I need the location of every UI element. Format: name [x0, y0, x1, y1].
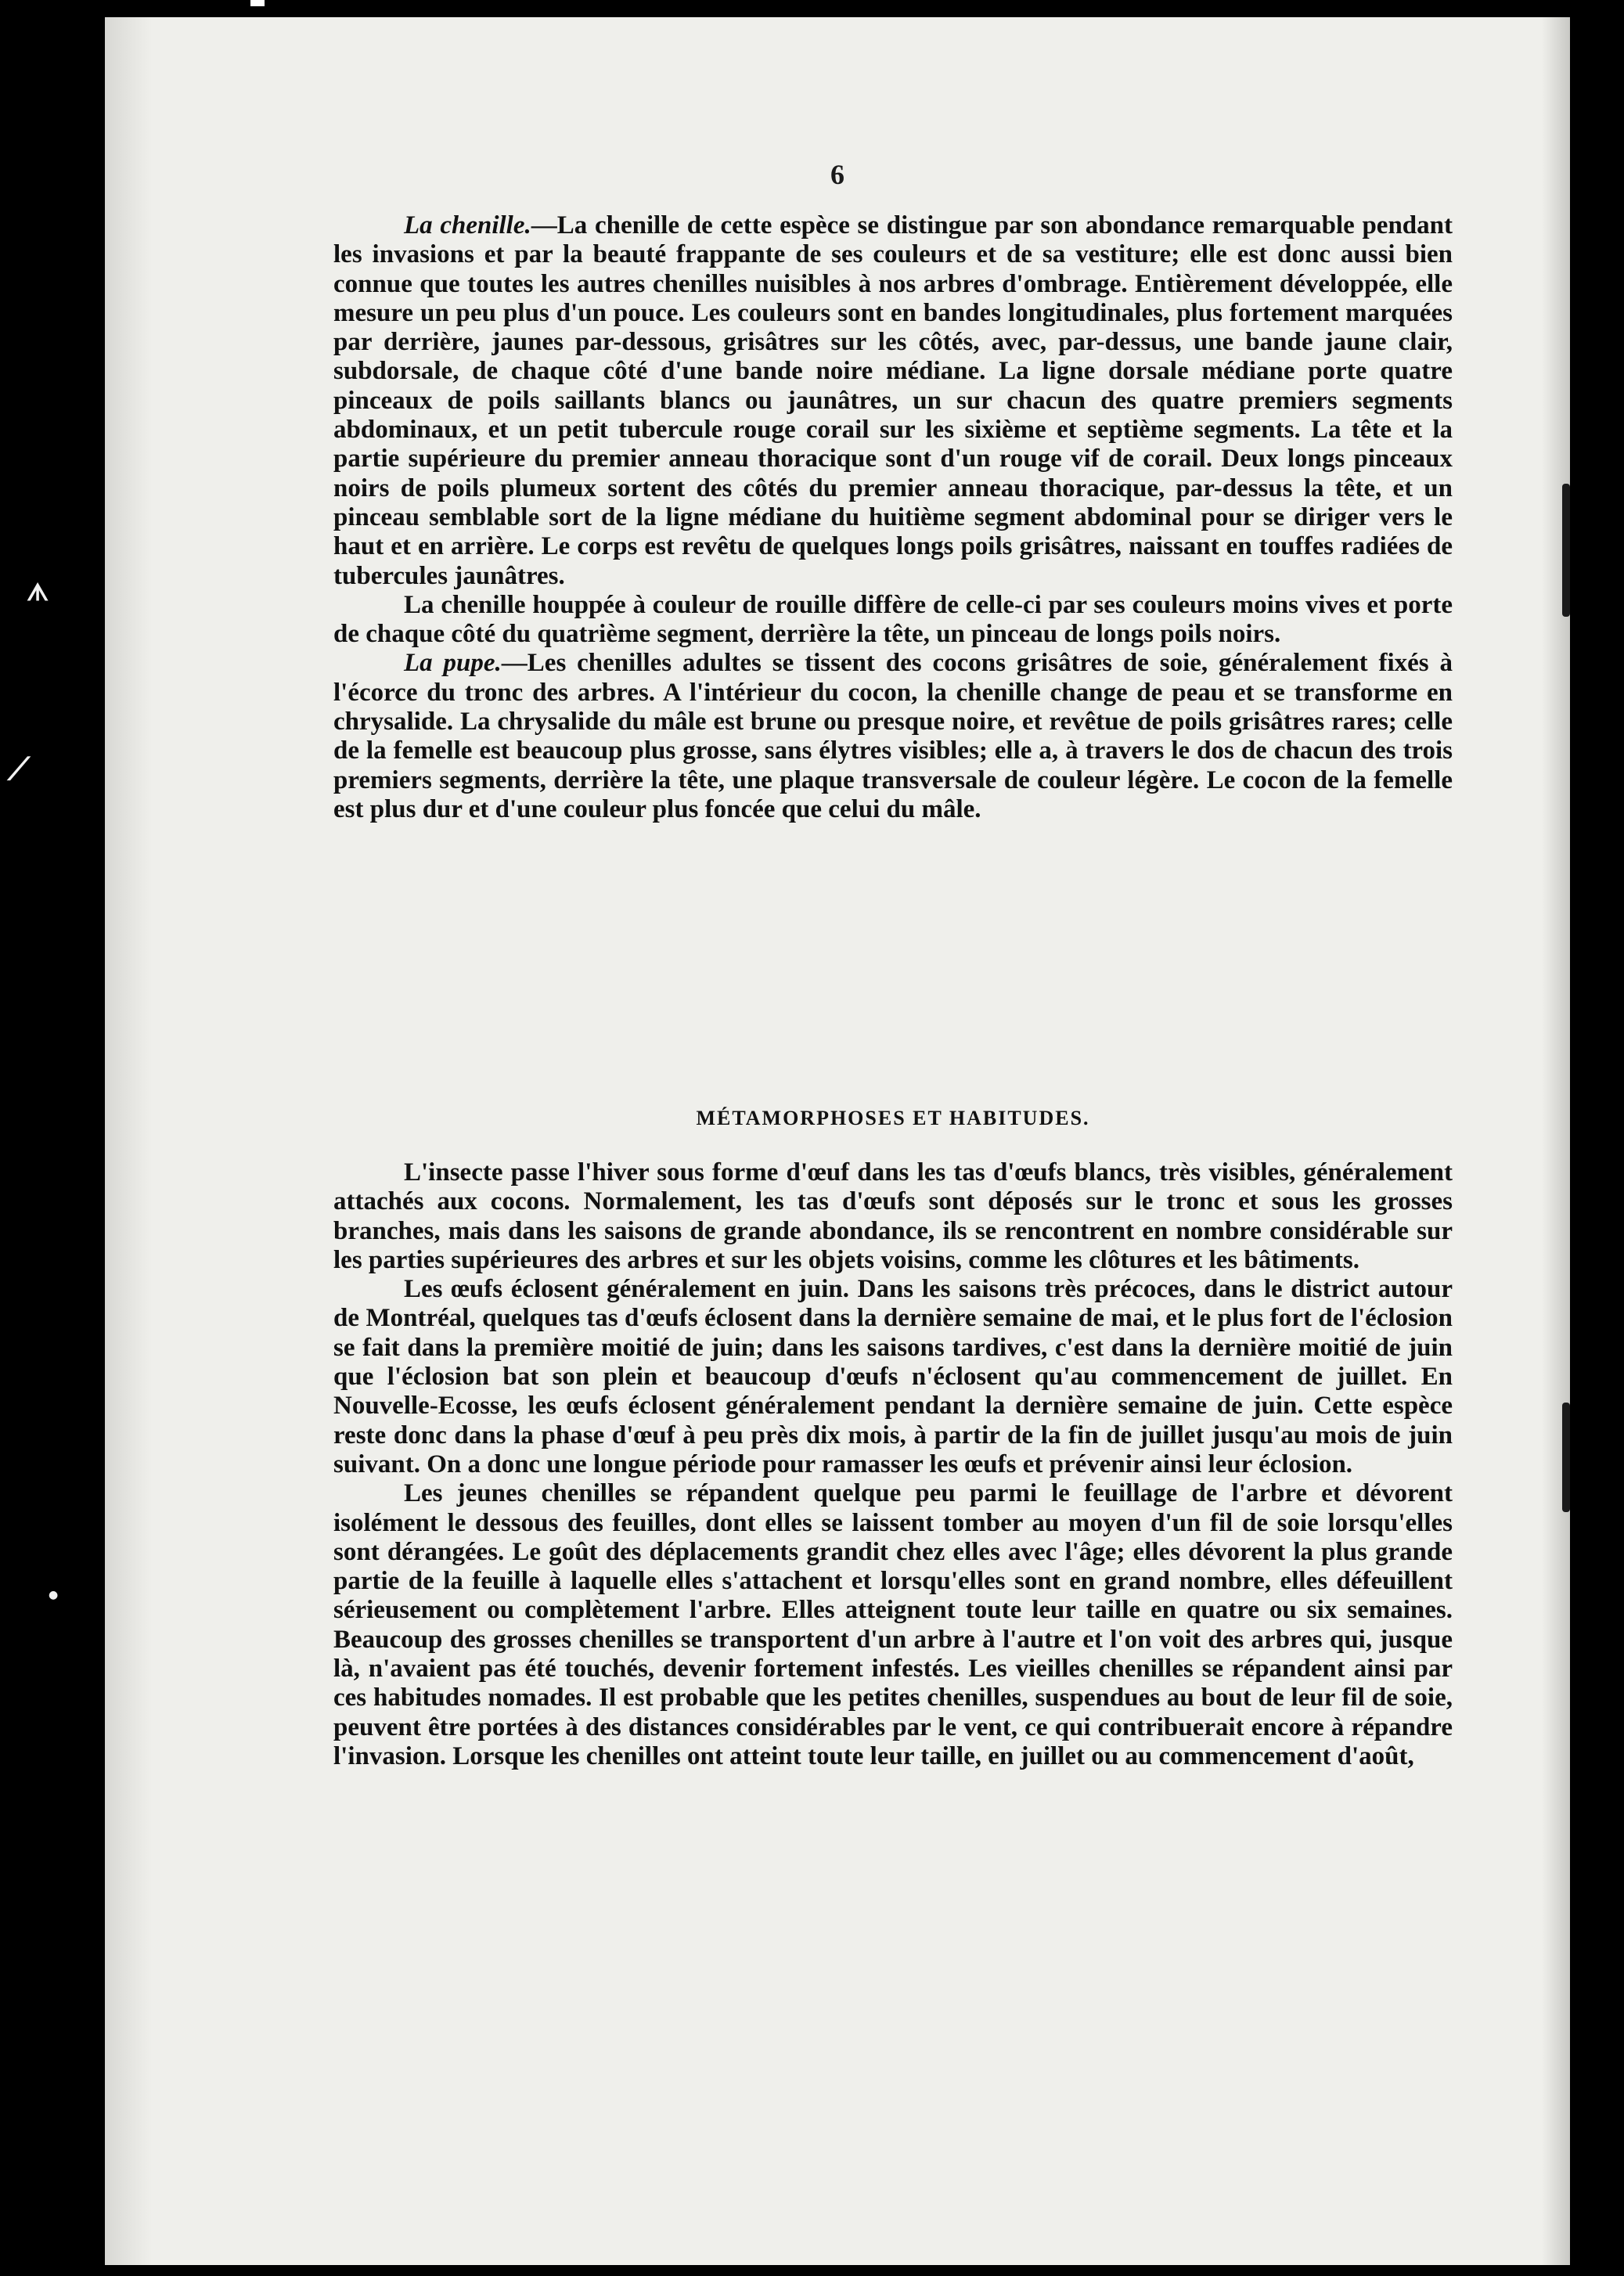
paragraph-eggs: L'insecte passe l'hiver sous forme d'œuf dans les tas d'œufs blancs, très visibles, généralement attachés aux cocons. Normalement, les tas d'œufs sont déposés sur le tronc et sous les grosses branches, mais dans les saisons de grande abondance, ils se rencontrent en nombre considérable sur les parties supérieures des arbres et sur les objets voisins, comme les clôtures et les bâtiments. — [333, 1158, 1453, 1274]
scan-margin-speck: ⟋ — [8, 751, 30, 787]
binding-edge-mark — [1562, 484, 1570, 617]
paragraph-label: La chenille. — [404, 211, 531, 239]
section-habits — [333, 1158, 1453, 1771]
scan-margin-speck: ᗑ — [27, 579, 49, 607]
page-number: 6 — [830, 159, 844, 190]
paragraph-larva — [333, 211, 1453, 591]
document-page — [105, 17, 1570, 2265]
page-edge-shadow — [1542, 17, 1570, 2265]
paragraph-label: La pupe. — [404, 649, 502, 678]
section-larva-pupa — [333, 211, 1453, 824]
paragraph-hatching: Les œufs éclosent généralement en juin. Dans les saisons très précoces, dans le district autour de Montréal, quelques tas d'œufs éclosent dans la dernière semaine de mai, et le plus fort de l'éclosion se fait dans la première moitié de juin; dans les saisons tardives, c'est dans la dernière moitié de juin que l'éclosion bat son plein et beaucoup d'œufs n'éclosent qu'au commencement de juillet. En Nouvelle-Ecosse, les œufs éclosent généralement pendant la dernière semaine de juin. Cette espèce reste donc dans la phase d'œuf à peu près dix mois, à partir de la fin de juillet jusqu'au mois de juin suivant. On a donc une longue période pour ramasser les œufs et prévenir ainsi leur éclosion. — [333, 1275, 1453, 1478]
paragraph-text: —La chenille de cette espèce se distingue par son abondance remarquable pendant les invasions et par la beauté frappante de ses couleurs et de sa vestiture; elle est donc aussi bien connue que toutes les autres chenilles nuisibles à nos arbres d'ombrage. Entièrement développée, elle mesure un peu plus d'un pouce. Les couleurs sont en bandes longitudinales, plus fortement marquées par derrière, jaunes par-dessous, grisâtres sur les côtés, avec, par-dessus, une bande jaune clair, subdorsale, de chaque côté d'une bande noire médiane. La ligne dorsale médiane porte quatre pinceaux de poils saillants blancs ou jaunâtres, un sur chacun des quatre premiers segments abdominaux, et un petit tubercule rouge corail sur les sixième et septième segments. La tête et la partie supérieure du premier anneau thoracique sont d'un rouge vif de corail. Deux longs pinceaux noirs de poils plumeux sortent des côtés du premier anneau thoracique, par-dessus la tête, et un pinceau semblable sort de la ligne médiane du huitième segment abdominal pour se diriger vers le haut et en arrière. Le corps est revêtu de quelques longs poils grisâtres, naissant en touffes radiées de tubercules jaunâtres. — [333, 211, 1453, 590]
paragraph-pupa — [333, 649, 1453, 824]
page-gutter-shadow — [105, 17, 152, 2265]
paragraph-rusty-larva — [333, 591, 1453, 650]
paragraph-text: —Les chenilles adultes se tissent des cocons grisâtres de soie, généralement fixés à l'écorce du tronc des arbres. A l'intérieur du cocon, la chenille change de peau et se transforme en chrysalide. La chrysalide du mâle est brune ou presque noire, et revêtue de poils grisâtres rares; celle de la femelle est beaucoup plus grosse, sans élytres visibles; elle a, à travers le dos de chacun des trois premiers segments, derrière la tête, une plaque transversale de couleur légère. Le cocon de la femelle est plus dur et d'une couleur plus foncée que celui du mâle. — [333, 649, 1453, 823]
binding-edge-mark — [1562, 1403, 1570, 1512]
scan-edge-mark — [250, 0, 265, 6]
paragraph-text: La chenille houppée à couleur de rouille diffère de celle-ci par ses couleurs moins vives et porte de chaque côté du quatrième segment, derrière la tête, un pinceau de longs poils noirs. — [333, 590, 1453, 649]
scan-margin-speck: ● — [49, 1589, 59, 1601]
section-heading: MÉTAMORPHOSES ET HABITUDES. — [696, 1107, 1090, 1129]
paragraph-young-larvae: Les jeunes chenilles se répandent quelque peu parmi le feuillage de l'arbre et dévorent isolément le dessous des feuilles, dont elles se laissent tomber au moyen d'un fil de soie lorsqu'elles sont dérangées. Le goût des déplacements grandit chez elles avec l'âge; elles dévorent la plus grande partie de la feuille à laquelle elles s'attachent et lorsqu'elles sont en grand nombre, elles défeuillent sérieusement ou complètement l'arbre. Elles atteignent toute leur taille en quatre ou six semaines. Beaucoup des grosses chenilles se transportent d'un arbre à l'autre et l'on voit des arbres qui, jusque là, n'avaient pas été touchés, devenir fortement infestés. Les vieilles chenilles se répandent ainsi par ces habitudes nomades. Il est probable que les petites chenilles, suspendues au bout de leur fil de soie, peuvent être portées à des distances considérables par le vent, ce qui contribuerait encore à répandre l'invasion. Lorsque les chenilles ont atteint toute leur taille, en juillet ou au commencement d'août, — [333, 1479, 1453, 1770]
